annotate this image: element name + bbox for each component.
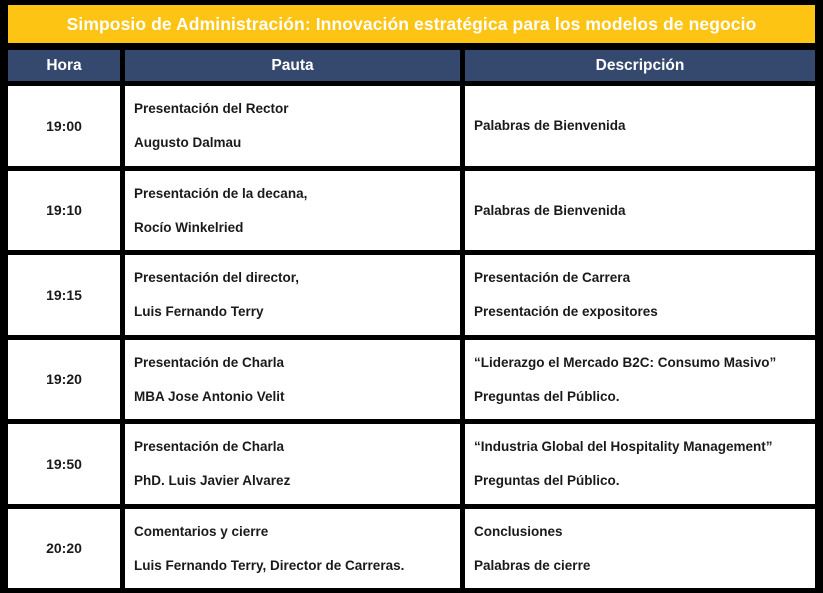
- cell-line: Presentación de Charla: [134, 354, 285, 370]
- cell-line: PhD. Luis Javier Alvarez: [134, 473, 291, 489]
- cell-line: MBA Jose Antonio Velit: [134, 388, 285, 404]
- pauta-cell: [125, 255, 460, 335]
- column-header-descripcion: Descripción: [465, 50, 815, 81]
- table-row: [8, 340, 815, 420]
- cell-line: Luis Fernando Terry: [134, 304, 264, 320]
- table-row: [8, 424, 815, 504]
- column-header-hora: Hora: [8, 50, 120, 81]
- time-cell: [8, 171, 120, 251]
- cell-line: Presentación del director,: [134, 270, 300, 286]
- cell-line: Presentación del Rector: [134, 101, 289, 117]
- pauta-cell: [125, 340, 460, 420]
- cell-line: Rocío Winkelried: [134, 219, 244, 235]
- cell-line: Palabras de cierre: [474, 557, 591, 573]
- pauta-lines: [125, 424, 460, 504]
- table-row: [8, 509, 815, 589]
- cell-line: Preguntas del Público.: [474, 388, 620, 404]
- cell-line: Comentarios y cierre: [134, 523, 269, 539]
- time-text: 19:00: [46, 117, 82, 134]
- cell-line: Presentación de Charla: [134, 439, 285, 455]
- pauta-cell: [125, 171, 460, 251]
- pauta-cell: [125, 424, 460, 504]
- time-text: 20:20: [46, 540, 82, 557]
- pauta-lines: [125, 86, 460, 166]
- pauta-lines: [125, 255, 460, 335]
- time-cell: [8, 424, 120, 504]
- descripcion-lines: [465, 509, 815, 589]
- cell-line: Conclusiones: [474, 523, 563, 539]
- pauta-lines: [125, 171, 460, 251]
- time-cell: [8, 340, 120, 420]
- cell-line: Preguntas del Público.: [474, 473, 620, 489]
- descripcion-cell: [465, 171, 815, 251]
- cell-line: Luis Fernando Terry, Director de Carreras.: [134, 557, 405, 573]
- cell-line: “Liderazgo el Mercado B2C: Consumo Masivo”: [474, 354, 777, 370]
- descripcion-lines: [465, 255, 815, 335]
- time-text: 19:50: [46, 455, 82, 472]
- schedule-table: [3, 45, 820, 593]
- descripcion-cell: [465, 255, 815, 335]
- table-row: [8, 86, 815, 166]
- time-text: 19:20: [46, 371, 82, 388]
- column-header-pauta: Pauta: [125, 50, 460, 81]
- pauta-lines: [125, 509, 460, 589]
- cell-line: Palabras de Bienvenida: [474, 118, 626, 134]
- header-row: [8, 50, 815, 81]
- descripcion-lines: [465, 171, 815, 251]
- cell-line: Presentación de expositores: [474, 304, 658, 320]
- descripcion-cell: [465, 340, 815, 420]
- banner: [8, 5, 815, 43]
- descripcion-cell: [465, 424, 815, 504]
- cell-line: Augusto Dalmau: [134, 135, 242, 151]
- time-text: 19:15: [46, 286, 82, 303]
- descripcion-cell: [465, 86, 815, 166]
- table-row: [8, 171, 815, 251]
- banner-title: Simposio de Administración: Innovación estratégica para los modelos de negocio: [66, 13, 757, 34]
- cell-line: Presentación de la decana,: [134, 185, 308, 201]
- time-text: 19:10: [46, 202, 82, 219]
- schedule-body: [8, 86, 815, 588]
- time-cell: [8, 509, 120, 589]
- descripcion-lines: [465, 424, 815, 504]
- time-cell: [8, 255, 120, 335]
- descripcion-lines: [465, 86, 815, 166]
- cell-line: Presentación de Carrera: [474, 270, 631, 286]
- time-cell: [8, 86, 120, 166]
- descripcion-cell: [465, 509, 815, 589]
- pauta-cell: [125, 509, 460, 589]
- descripcion-lines: [465, 340, 815, 420]
- pauta-cell: [125, 86, 460, 166]
- table-row: [8, 255, 815, 335]
- cell-line: “Industria Global del Hospitality Management”: [474, 439, 773, 455]
- pauta-lines: [125, 340, 460, 420]
- cell-line: Palabras de Bienvenida: [474, 202, 626, 218]
